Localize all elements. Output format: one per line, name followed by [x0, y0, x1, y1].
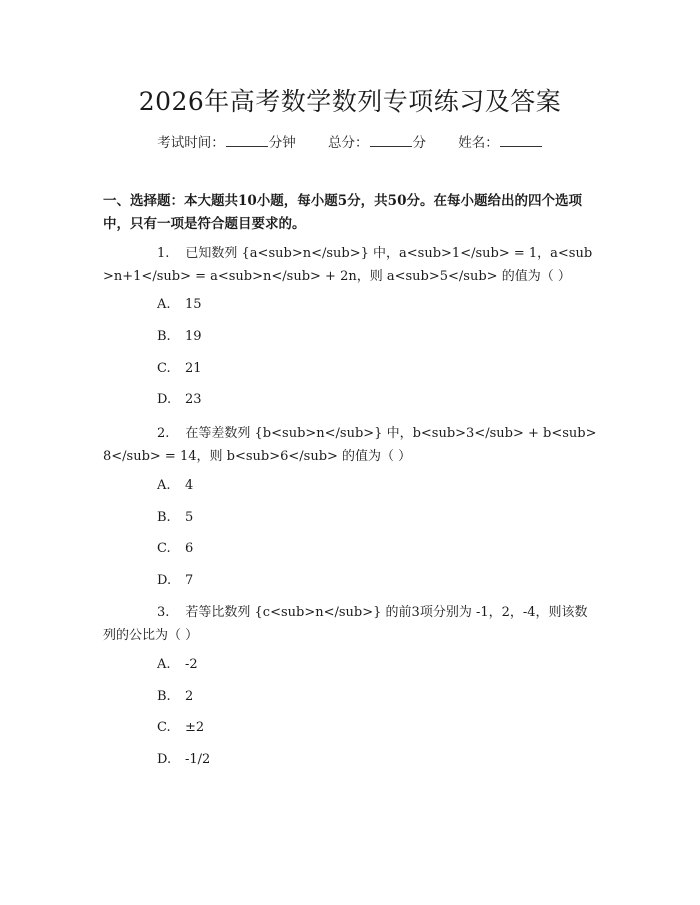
question-3 [103, 601, 597, 647]
question-3-option-d[interactable] [157, 751, 210, 769]
question-1-number: 1. [157, 246, 170, 261]
option-letter: B. [157, 329, 171, 344]
option-value: -2 [185, 657, 198, 672]
question-2-option-c[interactable] [157, 540, 193, 558]
option-letter: A. [157, 657, 171, 672]
question-2-text: 在等差数列 {b<sub>n</sub>} 中，b<sub>3</sub> + b<sub>8</sub> = 14，则 b<sub>6</sub> 的值为（ ） [103, 426, 597, 464]
question-3-option-a[interactable] [157, 656, 198, 674]
option-letter: D. [157, 573, 172, 588]
option-value: 5 [185, 510, 194, 525]
question-2-number: 2. [157, 426, 170, 441]
question-2-option-a[interactable] [157, 477, 193, 495]
question-1-option-c[interactable] [157, 360, 202, 378]
page-title: 2026年高考数学数列专项练习及答案 [138, 87, 562, 116]
option-value: 21 [185, 361, 202, 376]
exam-time-label: 考试时间： [157, 135, 225, 151]
name-blank [500, 132, 542, 147]
option-value: -1/2 [185, 752, 211, 767]
question-2 [103, 422, 597, 468]
option-value: 2 [185, 689, 194, 704]
section-heading: 一、选择题：本大题共10小题，每小题5分，共50分。在每小题给出的四个选项中，只有一项是符合题目要求的。 [103, 193, 582, 232]
option-value: 4 [185, 478, 194, 493]
option-value: ±2 [185, 720, 205, 735]
option-value: 15 [185, 297, 202, 312]
name-label: 姓名： [458, 135, 499, 151]
question-1-text: 已知数列 {a<sub>n</sub>} 中，a<sub>1</sub> = 1，a<sub>n+1</sub> = a<sub>n</sub> + 2n，则 a<sub>5</sub> 的值为（ ） [103, 246, 593, 284]
option-value: 19 [185, 329, 202, 344]
option-letter: D. [157, 392, 172, 407]
total-score-unit: 分 [412, 135, 426, 151]
option-letter: C. [157, 720, 171, 735]
exam-time-field [157, 131, 296, 151]
name-field [458, 131, 543, 151]
option-letter: A. [157, 297, 171, 312]
question-3-option-b[interactable] [157, 688, 193, 706]
question-1-option-a[interactable] [157, 296, 202, 314]
question-2-option-b[interactable] [157, 509, 193, 527]
total-score-field [328, 131, 426, 151]
option-letter: C. [157, 361, 171, 376]
option-letter: C. [157, 541, 171, 556]
question-1-option-b[interactable] [157, 328, 202, 346]
question-2-option-d[interactable] [157, 572, 193, 590]
exam-time-blank [226, 132, 268, 147]
question-1 [103, 242, 597, 288]
total-score-label: 总分： [328, 135, 369, 151]
exam-time-unit: 分钟 [268, 135, 296, 151]
exam-info-row [0, 131, 700, 151]
total-score-blank [370, 132, 412, 147]
option-letter: B. [157, 689, 171, 704]
option-letter: A. [157, 478, 171, 493]
option-value: 23 [185, 392, 202, 407]
question-3-number: 3. [157, 605, 170, 620]
question-3-option-c[interactable] [157, 719, 204, 737]
option-letter: B. [157, 510, 171, 525]
option-value: 6 [185, 541, 194, 556]
option-value: 7 [185, 573, 194, 588]
question-3-text: 若等比数列 {c<sub>n</sub>} 的前3项分别为 -1，2，-4，则该数列的公比为（ ） [103, 605, 588, 643]
option-letter: D. [157, 752, 172, 767]
question-1-option-d[interactable] [157, 391, 202, 409]
